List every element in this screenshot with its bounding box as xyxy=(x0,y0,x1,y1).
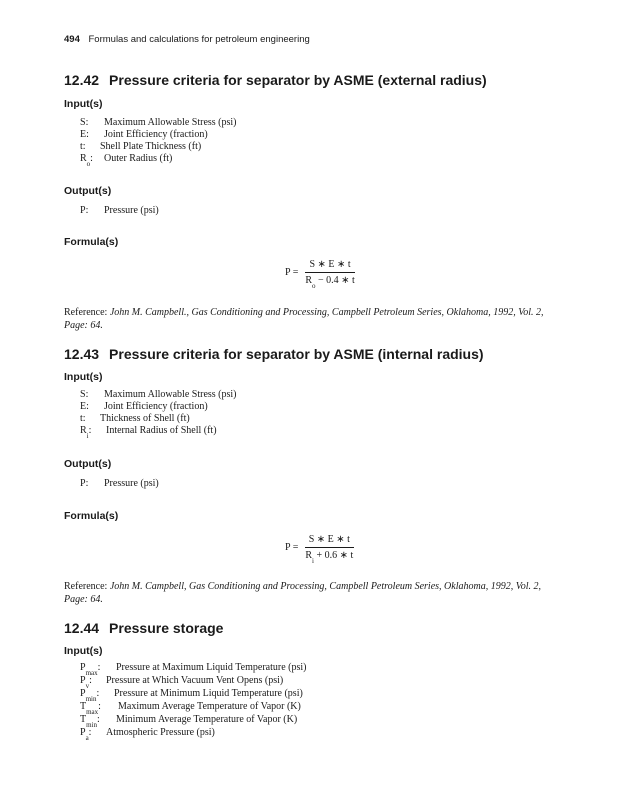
output-variable: P: Pressure (psi) xyxy=(80,205,159,216)
section-title xyxy=(64,72,487,88)
reference: Reference: John M. Campbell., Gas Conditioning and Processing, Campbell Petroleum Series, Oklahoma, 1992, Vol. 2, Page: 64. xyxy=(64,307,544,331)
input-variable: t: Shell Plate Thickness (ft) xyxy=(80,141,202,152)
reference: Reference: John M. Campbell, Gas Conditioning and Processing, Campbell Petroleum Series, Oklahoma, 1992, Vol. 2, Page: 64. xyxy=(64,581,541,605)
book-title: Formulas and calculations for petroleum engineering xyxy=(88,34,310,45)
formula: P = $\frac{S ∗ E ∗ t}{R_o - 0.4 ∗ t}$ xyxy=(285,259,355,290)
output-variable: P: Pressure (psi) xyxy=(80,478,159,489)
outputs-heading: Output(s) xyxy=(64,458,112,470)
section-number: 12.43 xyxy=(64,346,100,362)
section-title-text: Pressure criteria for separator by ASME (internal radius) xyxy=(109,346,484,362)
input-variable: $P_{min}$: Pressure at Minimum Liquid Temperature (psi) xyxy=(80,688,303,703)
input-variable: t: Thickness of Shell (ft) xyxy=(80,413,190,424)
input-variable: $P_v$: Pressure at Which Vacuum Vent Opens (psi) xyxy=(80,675,284,690)
running-header xyxy=(64,34,310,45)
input-variable: $T_{max}$: Maximum Average Temperature of Vapor (K) xyxy=(80,701,301,716)
inputs-heading: Input(s) xyxy=(64,98,103,110)
formula: P = $\frac{S ∗ E ∗ t}{R_i + 0.6 ∗ t}$ xyxy=(285,534,354,565)
section-number: 12.44 xyxy=(64,620,100,636)
input-variable: $R_i$: Internal Radius of Shell (ft) xyxy=(80,425,217,440)
section-title xyxy=(64,346,484,362)
section-title-text: Pressure storage xyxy=(109,620,224,636)
inputs-heading: Input(s) xyxy=(64,371,103,383)
section-title-text: Pressure criteria for separator by ASME (external radius) xyxy=(109,72,487,88)
section-number: 12.42 xyxy=(64,72,100,88)
outputs-heading: Output(s) xyxy=(64,185,112,197)
inputs-heading: Input(s) xyxy=(64,645,103,657)
input-variable: $T_{min}$: Minimum Average Temperature of Vapor (K) xyxy=(80,714,298,729)
input-variable: $R_o$: Outer Radius (ft) xyxy=(80,153,173,168)
input-variable: $P_{max}$: Pressure at Maximum Liquid Temperature (psi) xyxy=(80,662,307,677)
input-variable: S: Maximum Allowable Stress (psi) xyxy=(80,389,237,400)
input-variable: E: Joint Efficiency (fraction) xyxy=(80,401,208,412)
page-number: 494 xyxy=(64,34,80,45)
section-title xyxy=(64,620,223,636)
formula-heading: Formula(s) xyxy=(64,510,119,522)
formula-heading: Formula(s) xyxy=(64,236,119,248)
input-variable: S: Maximum Allowable Stress (psi) xyxy=(80,117,237,128)
input-variable: $P_a$: Atmospheric Pressure (psi) xyxy=(80,727,215,742)
input-variable: E: Joint Efficiency (fraction) xyxy=(80,129,208,140)
